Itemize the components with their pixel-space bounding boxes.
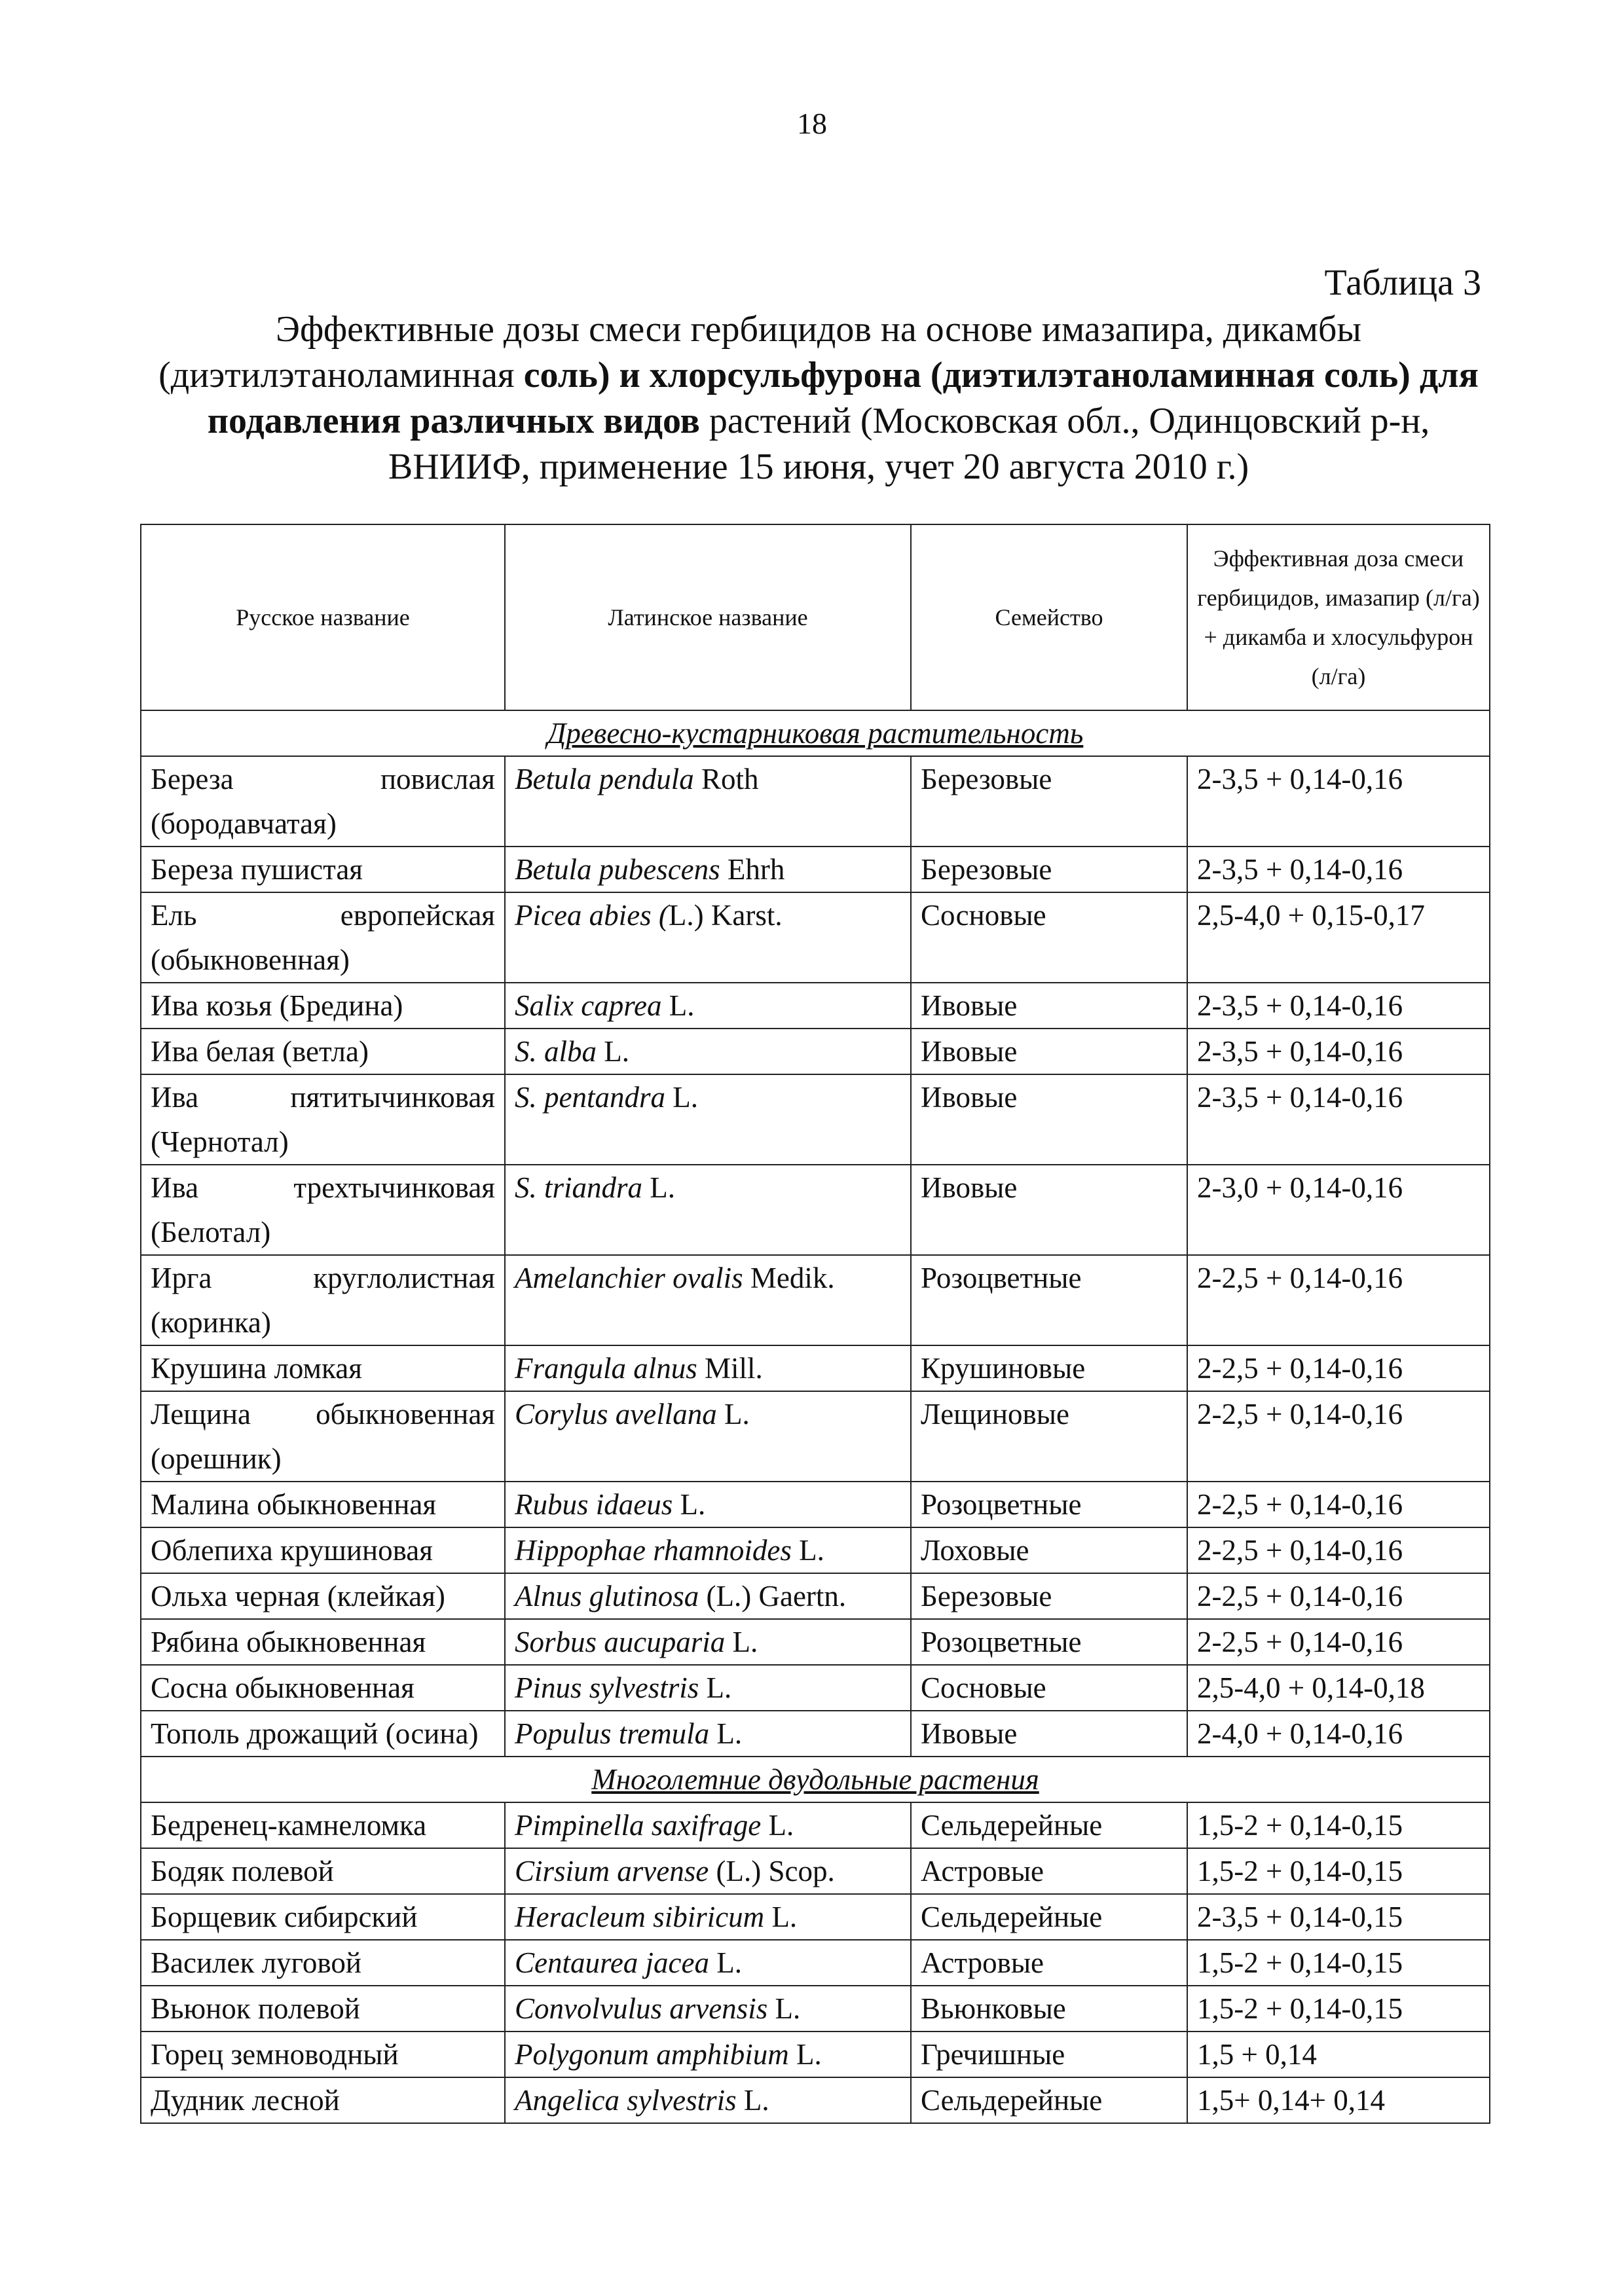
cell-latin-name (505, 1527, 911, 1573)
latin-species: Populus tremula (515, 1717, 710, 1750)
table-row (141, 1619, 1490, 1665)
cell-russian-name: Ива пятитычинковая (Чернотал) (141, 1074, 505, 1165)
cell-dose: 2,5-4,0 + 0,14-0,18 (1187, 1665, 1490, 1711)
cell-latin-name (505, 1894, 911, 1940)
table-row (141, 1802, 1490, 1848)
latin-species: Betula pendula (515, 763, 694, 795)
cell-latin-name (505, 892, 911, 983)
cell-dose: 1,5 + 0,14 (1187, 2032, 1490, 2077)
latin-author: L. (725, 1626, 758, 1658)
cell-dose: 2-2,5 + 0,14-0,16 (1187, 1255, 1490, 1345)
cell-family: Сельдерейные (911, 2077, 1187, 2123)
cell-family: Розоцветные (911, 1255, 1187, 1345)
latin-author: L. (761, 1809, 794, 1842)
cell-family: Ивовые (911, 1074, 1187, 1165)
table-row (141, 1255, 1490, 1345)
cell-russian-name: Ольха черная (клейкая) (141, 1573, 505, 1619)
caption-part-1: Эффективные дозы смеси гербицидов на основе имазапира, дикамбы (диэтилэтаноламинная (158, 309, 1362, 395)
cell-latin-name (505, 1029, 911, 1074)
cell-latin-name (505, 1665, 911, 1711)
latin-author: L. (767, 1992, 801, 2025)
latin-author: L. (709, 1946, 743, 1979)
table-caption (151, 306, 1486, 490)
latin-species: Alnus glutinosa (515, 1580, 699, 1613)
cell-latin-name (505, 1074, 911, 1165)
caption-part-3: растений (Московская обл., Одинцовский р-н, ВНИИФ, применение 15 июня, учет 20 августа 2010 г.) (388, 401, 1430, 487)
cell-family: Розоцветные (911, 1619, 1187, 1665)
cell-russian-name: Ель европейская (обыкновенная) (141, 892, 505, 983)
table-row (141, 1848, 1490, 1894)
cell-family: Березовые (911, 756, 1187, 847)
cell-latin-name (505, 1986, 911, 2032)
cell-russian-name: Облепиха крушиновая (141, 1527, 505, 1573)
latin-species: Amelanchier ovalis (515, 1262, 743, 1294)
cell-dose: 2-3,5 + 0,14-0,16 (1187, 756, 1490, 847)
cell-family: Ивовые (911, 1029, 1187, 1074)
cell-dose: 2-3,5 + 0,14-0,16 (1187, 847, 1490, 892)
cell-dose: 2-4,0 + 0,14-0,16 (1187, 1711, 1490, 1757)
cell-russian-name: Ива козья (Бредина) (141, 983, 505, 1029)
latin-author: L. (665, 1081, 698, 1114)
table-label: Таблица 3 (1324, 263, 1481, 303)
cell-russian-name: Бодяк полевой (141, 1848, 505, 1894)
cell-dose: 1,5-2 + 0,14-0,15 (1187, 1848, 1490, 1894)
cell-dose: 2,5-4,0 + 0,15-0,17 (1187, 892, 1490, 983)
latin-author: Ehrh (720, 853, 785, 886)
table-row (141, 1165, 1490, 1255)
cell-family: Сельдерейные (911, 1802, 1187, 1848)
cell-dose: 1,5+ 0,14+ 0,14 (1187, 2077, 1490, 2123)
section-row-perennial (141, 1757, 1490, 1802)
cell-family: Сосновые (911, 892, 1187, 983)
latin-author: L. (791, 1534, 824, 1567)
latin-author: L.) Karst. (668, 899, 783, 932)
cell-russian-name: Ива трехтычинковая (Белотал) (141, 1165, 505, 1255)
cell-latin-name (505, 847, 911, 892)
cell-russian-name: Бедренец-камнеломка (141, 1802, 505, 1848)
cell-family: Вьюнковые (911, 1986, 1187, 2032)
table-row (141, 1074, 1490, 1165)
cell-family: Ивовые (911, 1165, 1187, 1255)
cell-russian-name: Ирга круглолистная (коринка) (141, 1255, 505, 1345)
table-row (141, 756, 1490, 847)
cell-latin-name (505, 2077, 911, 2123)
cell-russian-name: Береза пушистая (141, 847, 505, 892)
latin-author: L. (699, 1671, 732, 1704)
cell-russian-name: Вьюнок полевой (141, 1986, 505, 2032)
table-row (141, 1940, 1490, 1986)
header-effective-dose: Эффективная доза смеси гербицидов, имазапир (л/га) + дикамба и хлосульфурон (л/га) (1187, 524, 1490, 710)
cell-russian-name: Борщевик сибирский (141, 1894, 505, 1940)
section-title-perennial: Многолетние двудольные растения (141, 1757, 1490, 1802)
cell-latin-name (505, 1345, 911, 1391)
cell-russian-name: Дудник лесной (141, 2077, 505, 2123)
cell-dose: 2-3,0 + 0,14-0,16 (1187, 1165, 1490, 1255)
latin-author: L. (709, 1717, 743, 1750)
cell-family: Березовые (911, 847, 1187, 892)
cell-dose: 2-2,5 + 0,14-0,16 (1187, 1391, 1490, 1482)
caption-part-2: соль) и хлорсульфурона (диэтилэтаноламинная соль) для подавления различных видов (207, 355, 1479, 441)
cell-family: Астровые (911, 1848, 1187, 1894)
table-row (141, 1894, 1490, 1940)
herbicide-dose-table (140, 524, 1490, 2124)
cell-russian-name: Горец земноводный (141, 2032, 505, 2077)
cell-dose: 1,5-2 + 0,14-0,15 (1187, 1802, 1490, 1848)
table-row (141, 1391, 1490, 1482)
cell-latin-name (505, 1165, 911, 1255)
latin-species: Picea abies ( (515, 899, 669, 932)
cell-latin-name (505, 1711, 911, 1757)
latin-author: Mill. (697, 1352, 763, 1385)
cell-russian-name: Ива белая (ветла) (141, 1029, 505, 1074)
latin-species: Centaurea jacea (515, 1946, 710, 1979)
latin-species: Pimpinella saxifrage (515, 1809, 762, 1842)
cell-family: Гречишные (911, 2032, 1187, 2077)
table-row (141, 1665, 1490, 1711)
cell-russian-name: Малина обыкновенная (141, 1482, 505, 1527)
cell-russian-name: Сосна обыкновенная (141, 1665, 505, 1711)
cell-latin-name (505, 756, 911, 847)
cell-russian-name: Василек луговой (141, 1940, 505, 1986)
cell-dose: 2-3,5 + 0,14-0,16 (1187, 1029, 1490, 1074)
cell-family: Сосновые (911, 1665, 1187, 1711)
latin-author: L. (661, 989, 695, 1022)
table-row (141, 1711, 1490, 1757)
cell-russian-name: Крушина ломкая (141, 1345, 505, 1391)
cell-dose: 1,5-2 + 0,14-0,15 (1187, 1940, 1490, 1986)
latin-species: Polygonum amphibium (515, 2038, 789, 2071)
cell-latin-name (505, 1391, 911, 1482)
latin-species: Cirsium arvense (515, 1855, 709, 1887)
cell-dose: 2-2,5 + 0,14-0,16 (1187, 1345, 1490, 1391)
header-family: Семейство (911, 524, 1187, 710)
cell-family: Ивовые (911, 1711, 1187, 1757)
cell-dose: 2-3,5 + 0,14-0,16 (1187, 1074, 1490, 1165)
cell-dose: 2-2,5 + 0,14-0,16 (1187, 1619, 1490, 1665)
cell-dose: 2-3,5 + 0,14-0,15 (1187, 1894, 1490, 1940)
cell-dose: 2-2,5 + 0,14-0,16 (1187, 1482, 1490, 1527)
cell-russian-name: Рябина обыкновенная (141, 1619, 505, 1665)
cell-family: Березовые (911, 1573, 1187, 1619)
latin-species: Angelica sylvestris (515, 2084, 737, 2117)
latin-species: Sorbus aucuparia (515, 1626, 726, 1658)
cell-latin-name (505, 983, 911, 1029)
table-row (141, 1986, 1490, 2032)
cell-dose: 1,5-2 + 0,14-0,15 (1187, 1986, 1490, 2032)
table-row (141, 2077, 1490, 2123)
cell-latin-name (505, 1802, 911, 1848)
cell-family: Лещиновые (911, 1391, 1187, 1482)
latin-author: Medik. (743, 1262, 835, 1294)
latin-author: L. (642, 1171, 676, 1204)
latin-species: Heracleum sibiricum (515, 1901, 765, 1933)
table-row (141, 1573, 1490, 1619)
cell-russian-name: Тополь дрожащий (осина) (141, 1711, 505, 1757)
table-row (141, 1482, 1490, 1527)
latin-author: L. (788, 2038, 822, 2071)
cell-dose: 2-2,5 + 0,14-0,16 (1187, 1527, 1490, 1573)
cell-family: Лоховые (911, 1527, 1187, 1573)
cell-family: Розоцветные (911, 1482, 1187, 1527)
latin-author: L. (597, 1035, 630, 1068)
latin-species: Corylus avellana (515, 1398, 717, 1430)
cell-latin-name (505, 1940, 911, 1986)
latin-author: L. (716, 1398, 750, 1430)
cell-latin-name (505, 1619, 911, 1665)
latin-author: (L.) Scop. (709, 1855, 835, 1887)
cell-family: Сельдерейные (911, 1894, 1187, 1940)
latin-species: Salix caprea (515, 989, 662, 1022)
latin-species: Frangula alnus (515, 1352, 697, 1385)
table-row (141, 2032, 1490, 2077)
cell-latin-name (505, 2032, 911, 2077)
section-row-woody (141, 710, 1490, 756)
latin-species: S. pentandra (515, 1081, 665, 1114)
cell-dose: 2-2,5 + 0,14-0,16 (1187, 1573, 1490, 1619)
cell-dose: 2-3,5 + 0,14-0,16 (1187, 983, 1490, 1029)
latin-author: (L.) Gaertn. (699, 1580, 847, 1613)
latin-author: L. (673, 1488, 706, 1521)
cell-latin-name (505, 1573, 911, 1619)
latin-species: Hippophae rhamnoides (515, 1534, 792, 1567)
section-title-woody: Древесно-кустарниковая растительность (141, 710, 1490, 756)
cell-latin-name (505, 1848, 911, 1894)
table-header-row (141, 524, 1490, 710)
latin-species: Pinus sylvestris (515, 1671, 699, 1704)
latin-author: L. (764, 1901, 798, 1933)
table-row (141, 1527, 1490, 1573)
table-row (141, 983, 1490, 1029)
cell-family: Крушиновые (911, 1345, 1187, 1391)
latin-author: L. (736, 2084, 769, 2117)
latin-species: Rubus idaeus (515, 1488, 673, 1521)
cell-family: Ивовые (911, 983, 1187, 1029)
header-latin-name: Латинское название (505, 524, 911, 710)
cell-latin-name (505, 1255, 911, 1345)
table-row (141, 1345, 1490, 1391)
latin-species: Convolvulus arvensis (515, 1992, 768, 2025)
latin-species: S. alba (515, 1035, 597, 1068)
cell-russian-name: Береза повислая (бородавчатая) (141, 756, 505, 847)
latin-species: S. triandra (515, 1171, 643, 1204)
table-row (141, 847, 1490, 892)
cell-family: Астровые (911, 1940, 1187, 1986)
table-row (141, 1029, 1490, 1074)
cell-russian-name: Лещина обыкновенная (орешник) (141, 1391, 505, 1482)
page-number: 18 (797, 107, 827, 140)
latin-species: Betula pubescens (515, 853, 720, 886)
latin-author: Roth (693, 763, 759, 795)
cell-latin-name (505, 1482, 911, 1527)
header-russian-name: Русское название (141, 524, 505, 710)
table-row (141, 892, 1490, 983)
